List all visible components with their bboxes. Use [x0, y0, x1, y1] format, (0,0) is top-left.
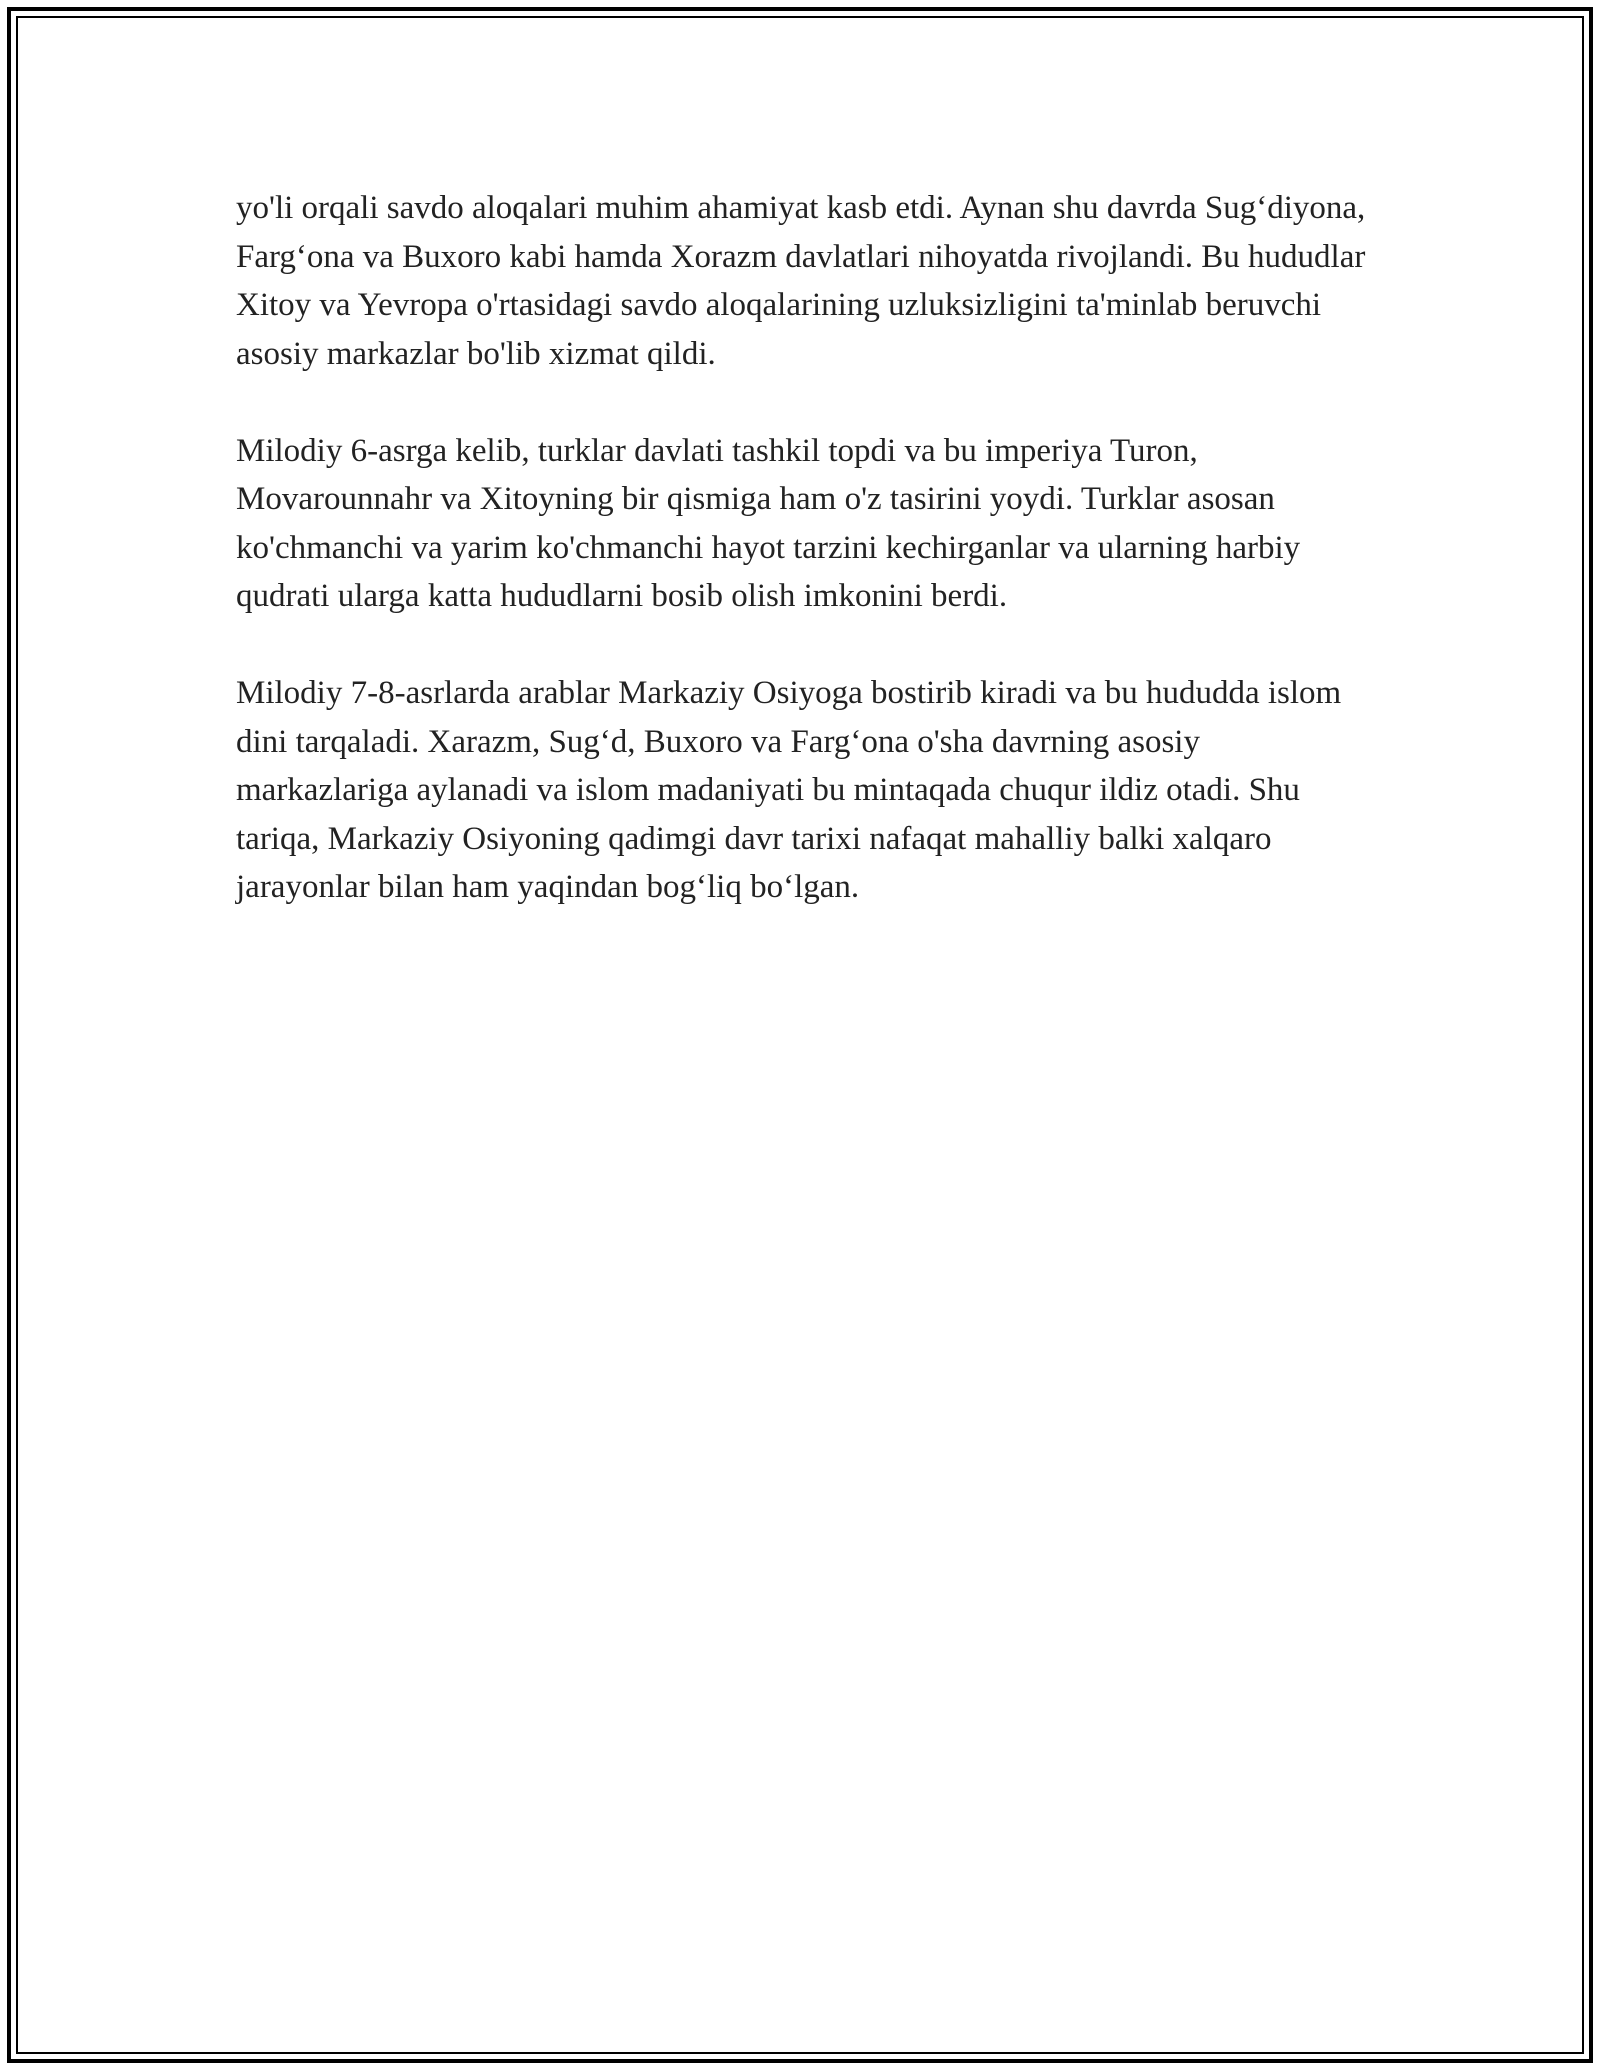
- body-text: [236, 184, 1366, 912]
- paragraph-1: yo'li orqali savdo aloqalari muhim ahamiyat kasb etdi. Aynan shu davrda Sug‘diyona, Farg‘ona va Buxoro kabi hamda Xorazm davlatlari nihoyatda rivojlandi. Bu hududlar Xitoy va Yevropa o'rtasidagi savdo aloqalarining uzluksizligini ta'minlab beruvchi asosiy markazlar bo'lib xizmat qildi.: [236, 190, 1366, 372]
- paragraph-2: Milodiy 6-asrga kelib, turklar davlati tashkil topdi va bu imperiya Turon, Movarounnahr va Xitoyning bir qismiga ham o'z tasirini yoydi. Turklar asosan ko'chmanchi va yarim ko'chmanchi hayot tarzini kechirganlar va ularning harbiy qudrati ularga katta hududlarni bosib olish imkonini berdi.: [236, 432, 1301, 614]
- paragraph-3: Milodiy 7-8-asrlarda arablar Markaziy Osiyoga bostirib kiradi va bu hududda islom dini tarqaladi. Xarazm, Sug‘d, Buxoro va Farg‘ona o'sha davrning asosiy markazlariga aylanadi va islom madaniyati bu mintaqada chuqur ildiz otadi. Shu tariqa, Markaziy Osiyoning qadimgi davr tarixi nafaqat mahalliy balki xalqaro jarayonlar bilan ham yaqindan bog‘liq bo‘lgan.: [236, 675, 1342, 905]
